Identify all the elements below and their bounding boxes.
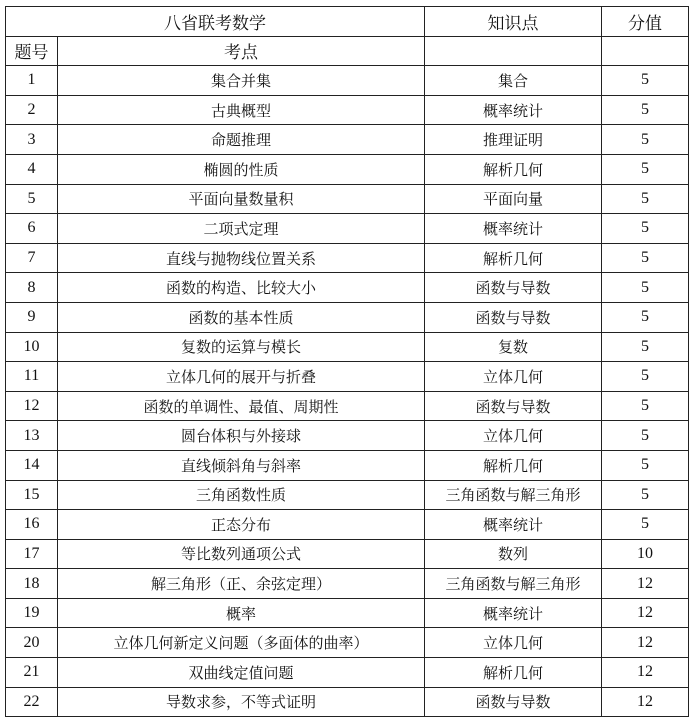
knowledge-cell: 概率统计 <box>425 214 602 244</box>
table-row <box>6 480 689 510</box>
score-cell: 5 <box>602 510 689 540</box>
score-cell: 12 <box>602 687 689 717</box>
score-cell: 12 <box>602 658 689 688</box>
score-cell: 5 <box>602 95 689 125</box>
knowledge-cell: 解析几何 <box>425 243 602 273</box>
knowledge-header: 知识点 <box>425 7 602 37</box>
question-number: 11 <box>6 362 58 392</box>
question-number: 19 <box>6 598 58 628</box>
question-number: 16 <box>6 510 58 540</box>
topic-header: 考点 <box>58 36 425 66</box>
question-number: 13 <box>6 421 58 451</box>
topic-cell: 直线与抛物线位置关系 <box>58 243 425 273</box>
score-cell: 12 <box>602 569 689 599</box>
table-title: 八省联考数学 <box>6 7 425 37</box>
question-number: 6 <box>6 214 58 244</box>
topic-cell: 三角函数性质 <box>58 480 425 510</box>
question-number: 10 <box>6 332 58 362</box>
knowledge-cell: 概率统计 <box>425 510 602 540</box>
table-row <box>6 569 689 599</box>
header-row <box>6 7 689 37</box>
table-row <box>6 66 689 96</box>
topic-cell: 直线倾斜角与斜率 <box>58 450 425 480</box>
question-number: 12 <box>6 391 58 421</box>
knowledge-cell: 三角函数与解三角形 <box>425 569 602 599</box>
table-row <box>6 391 689 421</box>
question-number: 4 <box>6 154 58 184</box>
question-number: 20 <box>6 628 58 658</box>
question-number: 7 <box>6 243 58 273</box>
question-number: 3 <box>6 125 58 155</box>
table-row <box>6 214 689 244</box>
topic-cell: 平面向量数量积 <box>58 184 425 214</box>
subheader-row <box>6 36 689 66</box>
score-header: 分值 <box>602 7 689 37</box>
question-number: 18 <box>6 569 58 599</box>
topic-cell: 立体几何的展开与折叠 <box>58 362 425 392</box>
topic-cell: 等比数列通项公式 <box>58 539 425 569</box>
topic-cell: 函数的构造、比较大小 <box>58 273 425 303</box>
knowledge-cell: 平面向量 <box>425 184 602 214</box>
question-number: 1 <box>6 66 58 96</box>
topic-cell: 椭圆的性质 <box>58 154 425 184</box>
table-row <box>6 628 689 658</box>
table-row <box>6 184 689 214</box>
topic-cell: 导数求参，不等式证明 <box>58 687 425 717</box>
question-number: 14 <box>6 450 58 480</box>
knowledge-cell: 三角函数与解三角形 <box>425 480 602 510</box>
table-row <box>6 687 689 717</box>
topic-cell: 解三角形（正、余弦定理） <box>58 569 425 599</box>
knowledge-cell: 推理证明 <box>425 125 602 155</box>
topic-cell: 集合并集 <box>58 66 425 96</box>
score-cell: 5 <box>602 421 689 451</box>
topic-cell: 概率 <box>58 598 425 628</box>
table-row <box>6 125 689 155</box>
knowledge-cell: 解析几何 <box>425 450 602 480</box>
score-cell: 5 <box>602 450 689 480</box>
score-cell: 5 <box>602 214 689 244</box>
score-cell: 5 <box>602 125 689 155</box>
table-row <box>6 362 689 392</box>
question-number: 15 <box>6 480 58 510</box>
question-number: 21 <box>6 658 58 688</box>
knowledge-cell: 立体几何 <box>425 628 602 658</box>
topic-cell: 命题推理 <box>58 125 425 155</box>
table-row <box>6 273 689 303</box>
knowledge-cell: 立体几何 <box>425 362 602 392</box>
score-cell: 12 <box>602 598 689 628</box>
score-cell: 5 <box>602 184 689 214</box>
question-number: 22 <box>6 687 58 717</box>
question-number: 8 <box>6 273 58 303</box>
knowledge-cell: 复数 <box>425 332 602 362</box>
score-cell: 5 <box>602 154 689 184</box>
question-number: 2 <box>6 95 58 125</box>
table-row <box>6 302 689 332</box>
topic-cell: 二项式定理 <box>58 214 425 244</box>
topic-cell: 古典概型 <box>58 95 425 125</box>
score-cell: 5 <box>602 66 689 96</box>
topic-cell: 双曲线定值问题 <box>58 658 425 688</box>
topic-cell: 复数的运算与模长 <box>58 332 425 362</box>
question-number: 17 <box>6 539 58 569</box>
table-row <box>6 243 689 273</box>
table-row <box>6 95 689 125</box>
exam-topic-table <box>5 6 689 717</box>
score-cell: 5 <box>602 362 689 392</box>
score-cell: 5 <box>602 480 689 510</box>
topic-cell: 函数的单调性、最值、周期性 <box>58 391 425 421</box>
knowledge-cell: 函数与导数 <box>425 302 602 332</box>
table-row <box>6 332 689 362</box>
table-row <box>6 421 689 451</box>
knowledge-cell: 数列 <box>425 539 602 569</box>
knowledge-cell: 解析几何 <box>425 154 602 184</box>
question-number: 9 <box>6 302 58 332</box>
knowledge-subheader <box>425 36 602 66</box>
score-cell: 5 <box>602 273 689 303</box>
knowledge-cell: 函数与导数 <box>425 687 602 717</box>
knowledge-cell: 立体几何 <box>425 421 602 451</box>
table-row <box>6 154 689 184</box>
score-subheader <box>602 36 689 66</box>
knowledge-cell: 概率统计 <box>425 95 602 125</box>
question-number: 5 <box>6 184 58 214</box>
score-cell: 5 <box>602 391 689 421</box>
table-row <box>6 539 689 569</box>
topic-cell: 函数的基本性质 <box>58 302 425 332</box>
knowledge-cell: 概率统计 <box>425 598 602 628</box>
knowledge-cell: 解析几何 <box>425 658 602 688</box>
table-row <box>6 598 689 628</box>
score-cell: 5 <box>602 332 689 362</box>
score-cell: 10 <box>602 539 689 569</box>
topic-cell: 立体几何新定义问题（多面体的曲率） <box>58 628 425 658</box>
table-row <box>6 510 689 540</box>
table-row <box>6 658 689 688</box>
knowledge-cell: 集合 <box>425 66 602 96</box>
score-cell: 12 <box>602 628 689 658</box>
table-row <box>6 450 689 480</box>
knowledge-cell: 函数与导数 <box>425 391 602 421</box>
knowledge-cell: 函数与导数 <box>425 273 602 303</box>
topic-cell: 正态分布 <box>58 510 425 540</box>
number-header: 题号 <box>6 36 58 66</box>
score-cell: 5 <box>602 243 689 273</box>
score-cell: 5 <box>602 302 689 332</box>
topic-cell: 圆台体积与外接球 <box>58 421 425 451</box>
